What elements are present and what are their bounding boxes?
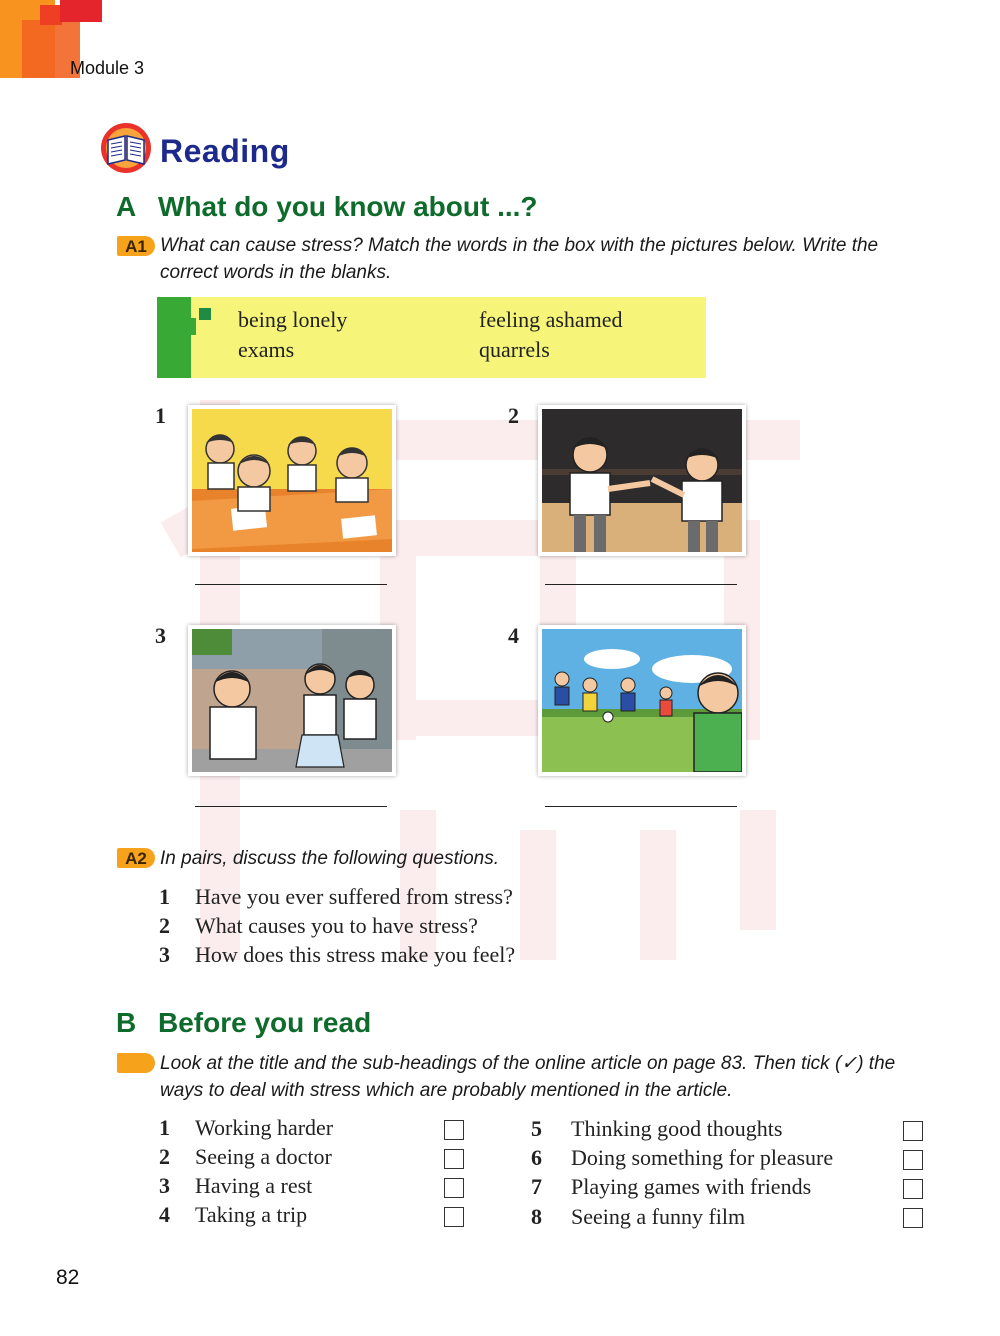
item-text: Doing something for pleasure bbox=[571, 1145, 834, 1170]
tick-checkbox[interactable] bbox=[444, 1178, 464, 1198]
picture-number: 4 bbox=[508, 623, 519, 648]
page-number: 82 bbox=[56, 1266, 80, 1289]
tick-checkbox[interactable] bbox=[444, 1207, 464, 1227]
item-text: Having a rest bbox=[195, 1173, 313, 1198]
item-number: 7 bbox=[531, 1174, 542, 1199]
answer-blank[interactable] bbox=[195, 806, 387, 807]
word-box-item: exams bbox=[238, 337, 295, 362]
picture-lonely bbox=[538, 625, 746, 776]
item-text: Seeing a funny film bbox=[571, 1204, 746, 1229]
item-text: Thinking good thoughts bbox=[571, 1116, 783, 1141]
section-b-title: Before you read bbox=[158, 1007, 372, 1038]
tick-checkbox[interactable] bbox=[903, 1150, 923, 1170]
answer-blank[interactable] bbox=[545, 806, 737, 807]
b-badge bbox=[117, 1053, 155, 1073]
item-text: Working harder bbox=[195, 1115, 334, 1140]
b-instruction: Look at the title and the sub-headings of the online article on page 83. Then tick (✓) the ways to deal with stress which are probably mentioned in the article. bbox=[160, 1053, 896, 1101]
question-number: 3 bbox=[159, 942, 170, 967]
a2-badge: A2 bbox=[117, 848, 155, 868]
question-text: Have you ever suffered from stress? bbox=[195, 884, 513, 909]
a2-instruction: In pairs, discuss the following questions. bbox=[160, 848, 500, 869]
item-number: 6 bbox=[531, 1145, 542, 1170]
question-text: What causes you to have stress? bbox=[195, 913, 478, 938]
item-number: 5 bbox=[531, 1116, 542, 1141]
tick-checkbox[interactable] bbox=[444, 1120, 464, 1140]
word-box-accent bbox=[199, 308, 211, 320]
picture-number: 1 bbox=[155, 403, 166, 428]
picture-exam bbox=[188, 405, 396, 556]
a1-instruction: What can cause stress? Match the words in the box with the pictures below. Write the correct words in the blanks. bbox=[160, 235, 879, 283]
word-box-item: feeling ashamed bbox=[479, 307, 623, 332]
open-book-icon bbox=[100, 122, 152, 174]
item-number: 3 bbox=[159, 1173, 170, 1198]
item-number: 4 bbox=[159, 1202, 170, 1227]
word-box-item: quarrels bbox=[479, 337, 550, 362]
section-a-letter: A bbox=[116, 191, 137, 222]
word-box-item: being lonely bbox=[238, 307, 348, 332]
question-number: 2 bbox=[159, 913, 170, 938]
tick-checkbox[interactable] bbox=[444, 1149, 464, 1169]
a1-badge: A1 bbox=[117, 236, 155, 256]
item-number: 1 bbox=[159, 1115, 170, 1140]
module-label: Module 3 bbox=[70, 58, 145, 78]
question-text: How does this stress make you feel? bbox=[195, 942, 516, 967]
word-box-accent bbox=[157, 297, 191, 378]
reading-title: Reading bbox=[160, 133, 290, 169]
word-box-accent bbox=[179, 318, 196, 335]
tick-checkbox[interactable] bbox=[903, 1179, 923, 1199]
picture-number: 3 bbox=[155, 623, 166, 648]
corner-decoration bbox=[40, 5, 62, 25]
tick-checkbox[interactable] bbox=[903, 1208, 923, 1228]
picture-ashamed bbox=[188, 625, 396, 776]
answer-blank[interactable] bbox=[195, 584, 387, 585]
corner-decoration bbox=[60, 0, 102, 22]
item-text: Taking a trip bbox=[195, 1202, 308, 1227]
picture-number: 2 bbox=[508, 403, 519, 428]
question-number: 1 bbox=[159, 884, 170, 909]
section-a-title: What do you know about ...? bbox=[158, 191, 538, 222]
item-text: Seeing a doctor bbox=[195, 1144, 332, 1169]
tick-checkbox[interactable] bbox=[903, 1121, 923, 1141]
answer-blank[interactable] bbox=[545, 584, 737, 585]
picture-quarrel bbox=[538, 405, 746, 556]
section-b-letter: B bbox=[116, 1007, 137, 1038]
item-number: 8 bbox=[531, 1204, 542, 1229]
item-text: Playing games with friends bbox=[571, 1174, 812, 1199]
item-number: 2 bbox=[159, 1144, 170, 1169]
